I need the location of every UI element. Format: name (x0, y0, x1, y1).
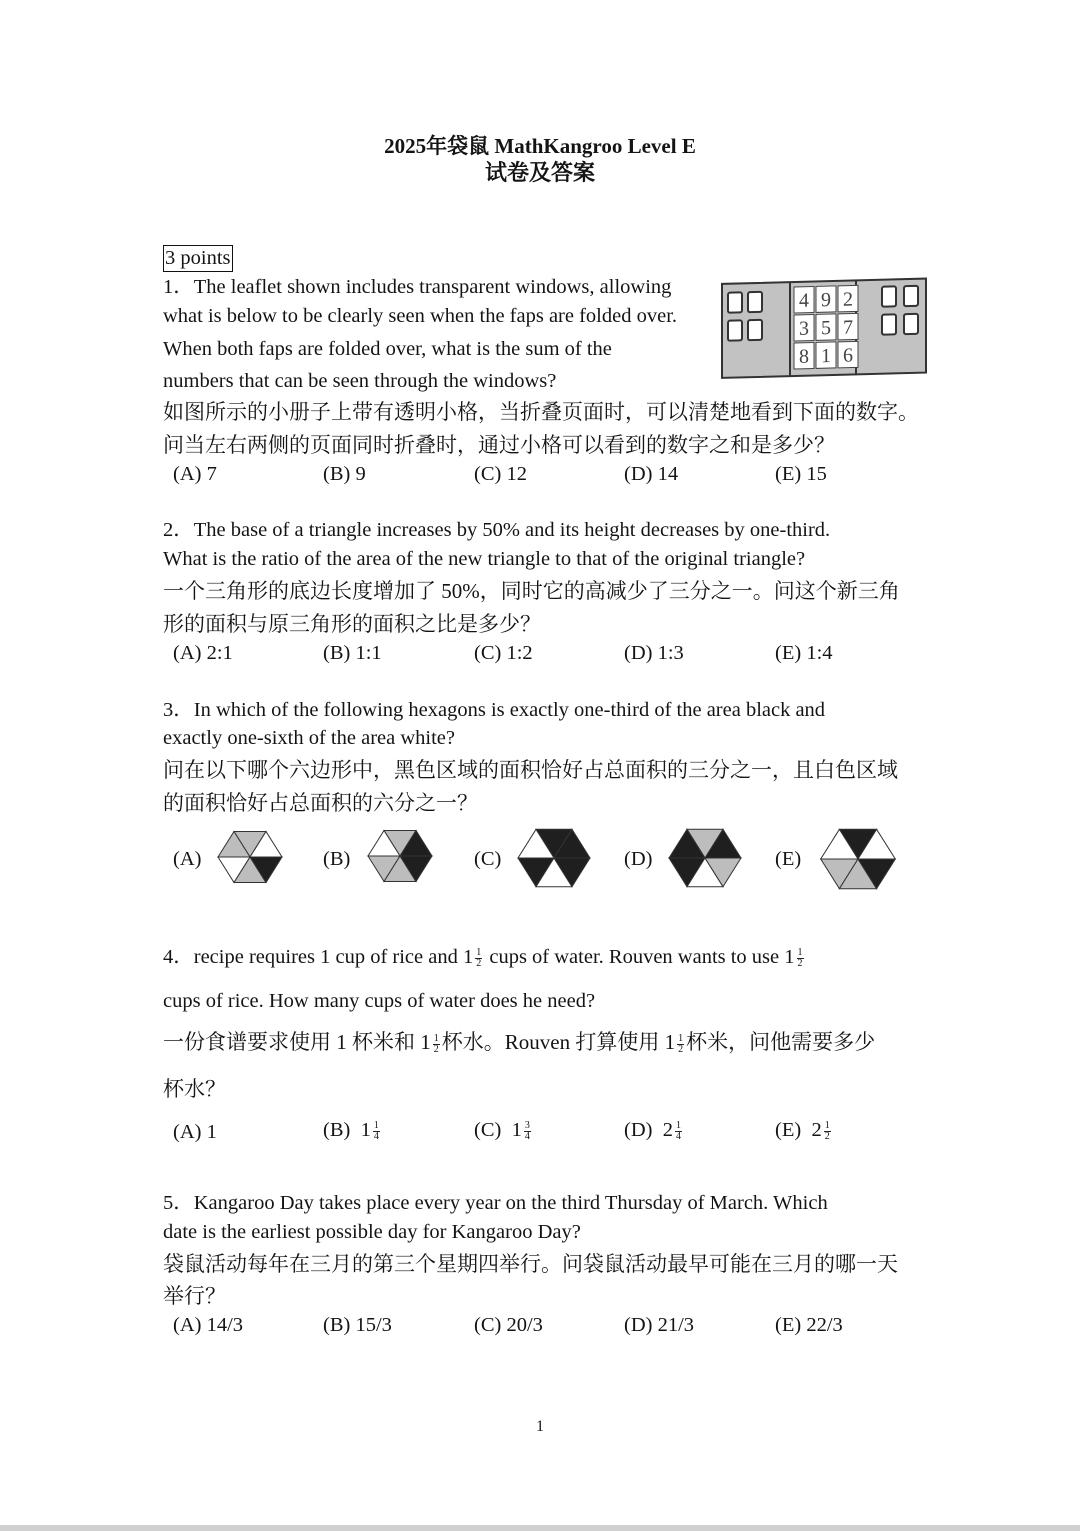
q2-option-a[interactable]: (A) 2:1 (173, 642, 233, 664)
q4-en-line-2: cups of rice. How many cups of water does he need? (163, 990, 596, 1012)
q1-zh-line-1: 如图所示的小册子上带有透明小格，当折叠页面时，可以清楚地看到下面的数字。 (163, 400, 919, 424)
q5-en-line-1: 5．Kangaroo Day takes place every year on the third Thursday of March. Which (163, 1192, 828, 1214)
q4-option-e[interactable]: (E) 2 $\frac{1}{2}$ (775, 1119, 830, 1142)
q5-option-a[interactable]: (A) 14/3 (173, 1314, 244, 1336)
hexagon-e[interactable] (817, 825, 899, 893)
grid-number: 5 (821, 317, 831, 340)
hexagon-d[interactable] (667, 825, 743, 891)
page-title: 2025年袋鼠 MathKangroo Level E (384, 134, 696, 158)
q3-option-c[interactable]: (C) (474, 848, 502, 870)
q3-option-e[interactable]: (E) (775, 848, 802, 870)
q3-option-a[interactable]: (A) (173, 848, 202, 870)
grid-number: 8 (799, 345, 809, 368)
q5-option-c[interactable]: (C) 20/3 (474, 1314, 543, 1336)
q2-option-d[interactable]: (D) 1:3 (624, 642, 684, 664)
q3-zh-line-2: 的面积恰好占总面积的六分之一？ (163, 791, 478, 815)
grid-number: 9 (821, 289, 831, 312)
grid-number: 2 (843, 288, 853, 311)
q5-zh-line-2: 举行？ (163, 1284, 226, 1308)
q1-option-d[interactable]: (D) 14 (624, 463, 679, 485)
fraction-half: $\frac{1}{2}$ (797, 946, 803, 969)
q3-option-b[interactable]: (B) (323, 848, 351, 870)
q4-zh-line-1: 一份食谱要求使用 1 杯米和 1 $\frac{1}{2}$ 杯水。Rouven 打算使用 1 $\frac{1}{2}$ 杯米，问他需要多少 (163, 1030, 876, 1055)
q4-option-c[interactable]: (C) 1 $\frac{3}{4}$ (474, 1119, 530, 1142)
q1-en-line-1: 1．The leaflet shown includes transparent windows, allowing (163, 276, 672, 298)
q4-option-a[interactable]: (A) 1 (173, 1121, 217, 1143)
q1-en-line-4: numbers that can be seen through the windows? (163, 370, 557, 392)
grid-number: 6 (843, 344, 853, 367)
q5-option-e[interactable]: (E) 22/3 (775, 1314, 843, 1336)
q1-en-line-3: When both faps are folded over, what is the sum of the (163, 338, 612, 360)
q2-option-c[interactable]: (C) 1:2 (474, 642, 533, 664)
q2-zh-line-1: 一个三角形的底边长度增加了 50%，同时它的高减少了三分之一。问这个新三角 (163, 579, 900, 603)
q5-en-line-2: date is the earliest possible day for Kangaroo Day? (163, 1221, 581, 1243)
leaflet-figure (718, 276, 930, 382)
q3-en-line-2: exactly one-sixth of the area white? (163, 727, 455, 749)
fraction-half: $\frac{1}{2}$ (678, 1032, 684, 1055)
q2-option-b[interactable]: (B) 1:1 (323, 642, 382, 664)
q3-zh-line-1: 问在以下哪个六边形中，黑色区域的面积恰好占总面积的三分之一，且白色区域 (163, 758, 898, 782)
grid-number: 7 (843, 316, 853, 339)
grid-number: 1 (821, 345, 831, 368)
q5-option-b[interactable]: (B) 15/3 (323, 1314, 392, 1336)
q2-en-line-2: What is the ratio of the area of the new triangle to that of the original triangle? (163, 548, 806, 570)
fraction-half: $\frac{1}{2}$ (476, 946, 482, 969)
hexagon-a[interactable] (216, 826, 284, 888)
fraction-half: $\frac{1}{2}$ (433, 1032, 439, 1055)
q2-option-e[interactable]: (E) 1:4 (775, 642, 833, 664)
q4-zh-line-2: 杯水？ (163, 1077, 226, 1101)
q1-option-e[interactable]: (E) 15 (775, 463, 827, 485)
q5-zh-line-1: 袋鼠活动每年在三月的第三个星期四举行。问袋鼠活动最早可能在三月的哪一天 (163, 1252, 898, 1276)
q1-option-a[interactable]: (A) 7 (173, 463, 217, 485)
q3-en-line-1: 3．In which of the following hexagons is exactly one-third of the area black and (163, 699, 826, 721)
q4-option-d[interactable]: (D) 2 $\frac{1}{4}$ (624, 1119, 681, 1142)
bottom-edge (0, 1525, 1080, 1531)
q2-en-line-1: 2．The base of a triangle increases by 50% and its height decreases by one-third. (163, 519, 831, 541)
hexagon-c[interactable] (516, 825, 592, 891)
q4-option-b[interactable]: (B) 1 $\frac{1}{4}$ (323, 1119, 379, 1142)
q2-zh-line-2: 形的面积与原三角形的面积之比是多少？ (163, 612, 541, 636)
grid-number: 4 (799, 289, 809, 312)
q3-option-d[interactable]: (D) (624, 848, 653, 870)
page-subtitle: 试卷及答案 (484, 160, 595, 185)
q1-option-b[interactable]: (B) 9 (323, 463, 366, 485)
q4-en-line-1: 4．recipe requires 1 cup of rice and 1 $\frac{1}{2}$ cups of water. Rouven wants to use 1 $\frac{1}{2}$ (163, 946, 803, 969)
q1-en-line-2: what is below to be clearly seen when the faps are folded over. (163, 305, 678, 327)
q1-option-c[interactable]: (C) 12 (474, 463, 527, 485)
section-points-label: 3 points (163, 245, 233, 272)
hexagon-b[interactable] (366, 825, 434, 887)
page-number: 1 (536, 1418, 544, 1435)
q1-zh-line-2: 问当左右两侧的页面同时折叠时，通过小格可以看到的数字之和是多少？ (163, 433, 835, 457)
q5-option-d[interactable]: (D) 21/3 (624, 1314, 695, 1336)
grid-number: 3 (799, 317, 809, 340)
